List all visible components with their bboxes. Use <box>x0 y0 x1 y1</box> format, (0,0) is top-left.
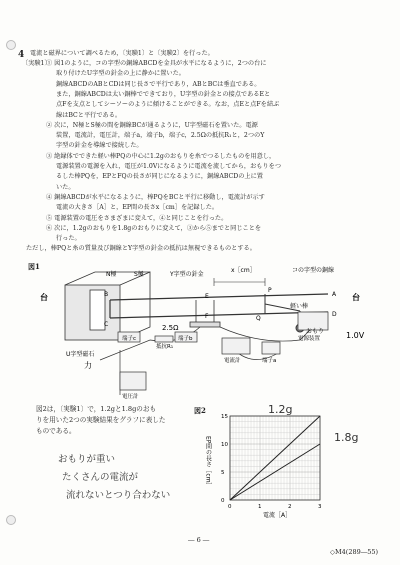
terminal-b-label: 端子b <box>178 336 193 342</box>
x-dimension <box>214 278 265 286</box>
n-pole-label: N極 <box>106 271 117 278</box>
exp1-step-line: いた。 <box>56 183 75 191</box>
exam-code: ◇M4(289―55) <box>330 548 379 556</box>
fig2-intro-line: りを用いた2つの実験結果をグラフに表した <box>36 416 166 424</box>
meters <box>120 312 328 390</box>
page-number: ― 6 ― <box>188 536 210 544</box>
exp1-step-line: ② 次に，N極とS極の間を銅線BCが通るように，U字型磁石を置いた。電源 <box>46 121 258 129</box>
u-wire-label: コの字型の銅線 <box>292 267 335 274</box>
exp1-step-line: ③ 絶縁体でできた軽い棒PQの中心に1.2gのおもりを糸でつるしたものを用意し， <box>46 152 276 160</box>
handwritten-25-ohm: 2.5Ω <box>162 324 179 332</box>
point-a: A <box>332 291 337 298</box>
y-tick-label: 0 <box>221 498 225 504</box>
exp1-step-line: 線はBCと平行である。 <box>56 111 122 119</box>
note-text: ただし，棒PQと糸の質量及び銅線とY字型の針金の抵抗は無視できるものとする。 <box>26 245 256 252</box>
fig2-intro-line: ものである。 <box>36 427 76 435</box>
x-tick-label: 3 <box>318 504 322 510</box>
exp1-step-line: ⑤ 電源装置の電圧をさまざまに変えて，④と同じことを行った。 <box>46 214 228 222</box>
intro-text: 電流と磁界について調べるため，〔実験1〕と〔実験2〕を行った。 <box>30 50 214 57</box>
point-p: P <box>268 287 272 294</box>
fig2-title: 図2 <box>194 406 206 415</box>
y-axis-label: EP間の長さ［cm］ <box>204 436 212 489</box>
exp1-step-line: るした棒PQを，EPとFQの長さが同じになるように，銅線ABCDの上に置 <box>56 173 263 181</box>
point-q: Q <box>256 315 261 322</box>
stand-right-label: 台 <box>352 293 360 302</box>
exp1-step-line: 字型の針金を導線で接続した。 <box>56 142 143 150</box>
ammeter-label: 電流計 <box>224 358 241 364</box>
fig1-title: 図1 <box>28 262 40 271</box>
u-magnet-label: U字型磁石 <box>66 351 95 358</box>
exp1-step-line: 電流の大きさ［A］と，EP間の長さx［cm］を記録した。 <box>56 204 219 212</box>
exp1-step-line: ① 図1のように，コの字型の銅線ABCDを金具が水平になるように，2つの台に <box>46 60 267 67</box>
exp1-step-line: 装置，電流計，電圧計，端子a，端子b，端子c，2.5Ωの抵抗R₁と，2つのY <box>56 132 265 140</box>
handwritten-note-line: おもりが重い <box>58 454 116 465</box>
fig2-intro-line: 図2は，〔実験1〕で，1.2gと1.8gのおも <box>36 405 157 413</box>
question-number: 4 <box>18 50 25 60</box>
point-b: B <box>104 291 109 298</box>
x-cm-label: x［cm］ <box>231 267 256 274</box>
handwritten-18g: 1.8g <box>334 431 359 444</box>
y-tick-label: 10 <box>221 442 228 448</box>
exp1-label: 〔実験1〕 <box>22 60 51 67</box>
point-e: E <box>205 293 209 300</box>
handwritten-ka: 力 <box>84 361 92 370</box>
terminal-a-label: 端子a <box>262 358 277 364</box>
weight-label: おもり <box>306 328 325 335</box>
terminal-c-label: 端子c <box>122 336 137 342</box>
x-tick-label: 1 <box>258 504 262 510</box>
point-c: C <box>104 321 109 328</box>
exp1-step-line: 取り付けたU字型の針金の上に静かに置いた。 <box>56 70 185 78</box>
y-tick-label: 15 <box>221 414 228 420</box>
handwritten-note-line: たくさんの電流が <box>62 472 139 483</box>
exp1-step-line: ④ 銅線ABCDが水平になるように，棒PQをBCと平行に移動し，電流計が示す <box>46 193 265 201</box>
s-pole-label: S極 <box>134 271 144 278</box>
exp1-step-line: 点Fを支点としてシーソーのように傾けることができる。なお，点Eと点Fを結ぶ <box>56 101 280 109</box>
stand-left-label: 台 <box>40 293 48 302</box>
y-wire-label: Y字型の針金 <box>170 271 204 278</box>
exp1-step-line: ⑥ 次に，1.2gのおもりを1.8gのおもりに変えて，③から⑤までと同じことを <box>46 224 262 232</box>
x-tick-label: 0 <box>228 504 232 510</box>
u-magnet <box>65 272 150 340</box>
handwritten-1v: 1.0V <box>346 331 365 340</box>
rod-label: 軽い棒 <box>290 303 309 310</box>
handwritten-note-line: 流れないとつり合わない <box>66 490 171 501</box>
power-supply-label: 電源装置 <box>298 336 321 342</box>
exp1-step-line: 銅線ABCDのABとCDは同じ長さで平行であり，ABとBCは垂直である。 <box>56 80 261 88</box>
resistor-label: 抵抗R₁ <box>156 344 174 350</box>
handwritten-12g: 1.2g <box>268 403 293 416</box>
point-d: D <box>332 311 337 318</box>
x-axis-label: 電流［A］ <box>263 512 292 519</box>
voltmeter-label: 電圧計 <box>122 394 139 400</box>
figure-2-chart <box>194 404 374 524</box>
exp1-step-line: 電源装置の電源を入れ，電圧が1.0Vになるように電流を流してから，おもりをつ <box>56 163 282 170</box>
exp1-step-line: また，銅線ABCDは太い銅棒でできており，U字型の針金との接点であるEと <box>56 90 271 98</box>
y-tick-label: 5 <box>221 470 225 476</box>
point-f: F <box>205 313 209 320</box>
exp1-step-line: 行った。 <box>56 235 81 243</box>
x-tick-label: 2 <box>288 504 292 510</box>
